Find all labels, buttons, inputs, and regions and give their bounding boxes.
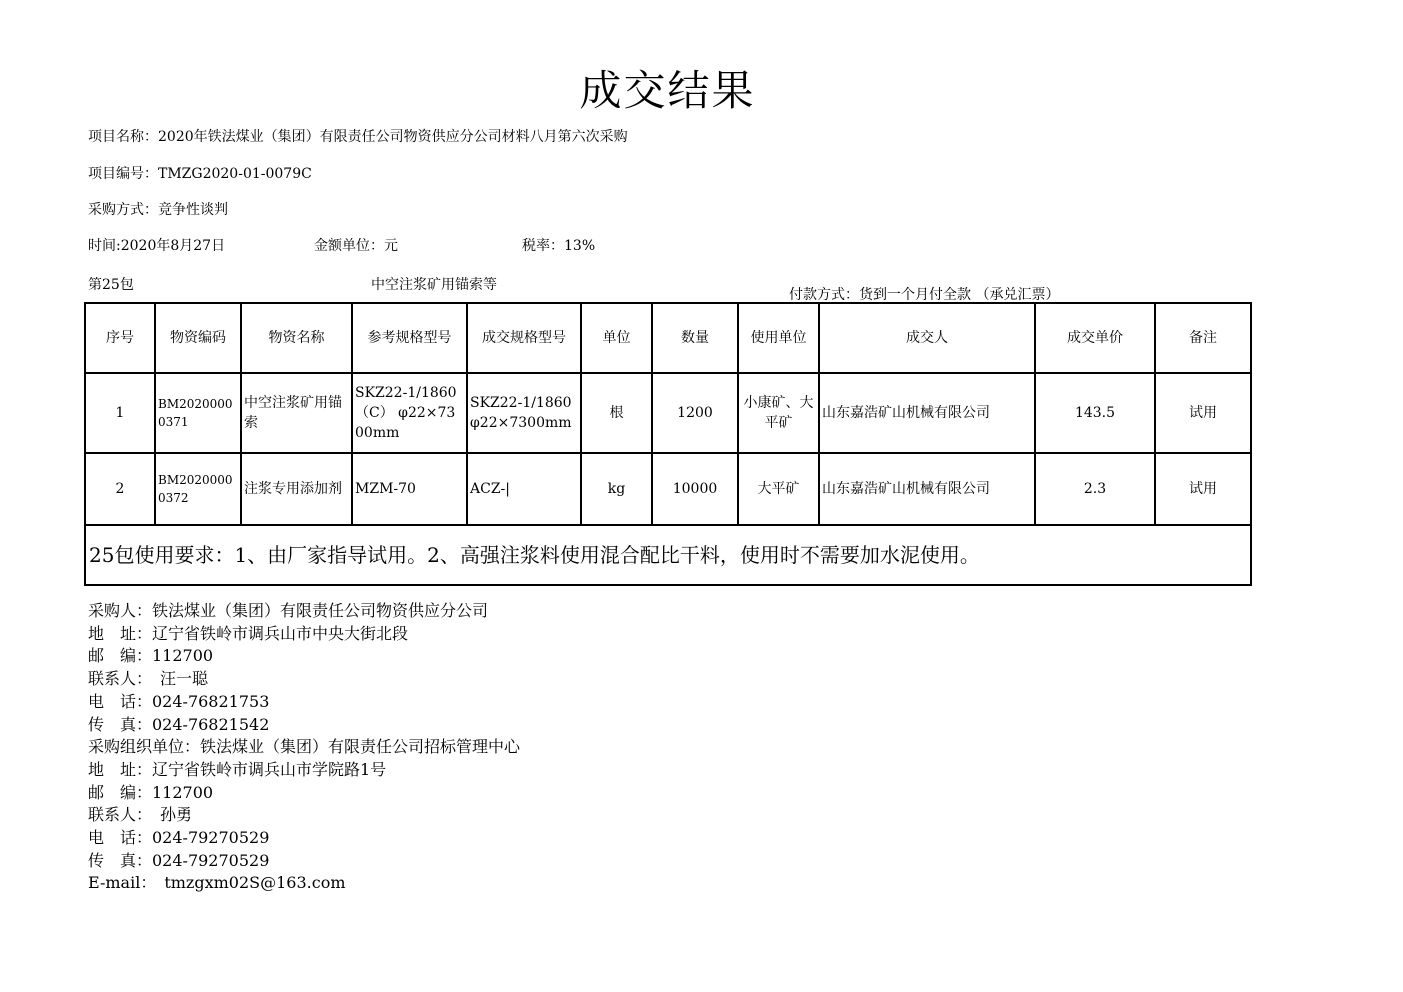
deal-spec: SKZ22-1/1860 φ22×7300mm	[467, 373, 581, 453]
user-unit: 大平矿	[738, 453, 819, 525]
remark: 试用	[1155, 453, 1251, 525]
unit: 根	[581, 373, 652, 453]
contact-block	[88, 600, 520, 895]
quantity: 1200	[652, 373, 738, 453]
project-number: 项目编号：TMZG2020-01-0079C	[88, 166, 312, 182]
result-table	[84, 302, 1252, 586]
purchase-method: 采购方式：竞争性谈判	[88, 202, 228, 218]
header-cell: 参考规格型号	[352, 303, 467, 373]
header-cell: 备注	[1155, 303, 1251, 373]
supplier: 山东嘉浩矿山机械有限公司	[819, 453, 1035, 525]
purchaser-phone: 电 话：024-76821753	[88, 691, 270, 711]
quantity: 10000	[652, 453, 738, 525]
table-row	[85, 453, 1251, 525]
header-cell: 成交人	[819, 303, 1035, 373]
table-row	[85, 373, 1251, 453]
payment-terms: 付款方式：货到一个月付全款 （承兑汇票）	[789, 287, 1060, 303]
supplier: 山东嘉浩矿山机械有限公司	[819, 373, 1035, 453]
row-number: 1	[85, 373, 155, 453]
user-unit: 小康矿、大平矿	[738, 373, 819, 453]
organizer-email: E-mail： tmzgxm02S@163.com	[88, 873, 346, 893]
header-cell: 物资编码	[155, 303, 241, 373]
organizer-postcode: 邮 编：112700	[88, 782, 214, 802]
material-code: BM20200000371	[155, 373, 241, 453]
deal-spec: ACZ-|	[467, 453, 581, 525]
purchaser-postcode: 邮 编：112700	[88, 646, 214, 666]
remark: 试用	[1155, 373, 1251, 453]
header-cell: 使用单位	[738, 303, 819, 373]
purchaser-fax: 传 真：024-76821542	[88, 714, 270, 734]
material-name: 注浆专用添加剂	[241, 453, 352, 525]
unit-price: 2.3	[1035, 453, 1155, 525]
page-title: 成交结果	[579, 66, 756, 115]
organizer-fax: 传 真：024-79270529	[88, 850, 270, 870]
package-number: 第25包	[88, 277, 134, 293]
organizer-contact: 联系人： 孙勇	[88, 805, 193, 825]
header-cell: 数量	[652, 303, 738, 373]
unit: kg	[581, 453, 652, 525]
organizer-address: 地 址：辽宁省铁岭市调兵山市学院路1号	[88, 759, 387, 779]
purchaser-address: 地 址：辽宁省铁岭市调兵山市中央大街北段	[88, 623, 409, 643]
row-number: 2	[85, 453, 155, 525]
material-code: BM20200000372	[155, 453, 241, 525]
project-name: 项目名称：2020年铁法煤业（集团）有限责任公司物资供应分公司材料八月第六次采购	[88, 129, 628, 145]
purchaser-contact: 联系人： 汪一聪	[88, 669, 209, 689]
date: 时间:2020年8月27日	[88, 238, 226, 254]
tax-rate: 税率：13%	[522, 238, 596, 254]
package-name: 中空注浆矿用锚索等	[371, 277, 497, 293]
currency-unit: 金额单位：元	[314, 238, 398, 254]
purchaser: 采购人：铁法煤业（集团）有限责任公司物资供应分公司	[88, 601, 489, 620]
table-header-row	[85, 303, 1251, 373]
reference-spec: SKZ22-1/1860（C） φ22×7300mm	[352, 373, 467, 453]
header-cell: 单位	[581, 303, 652, 373]
header-cell: 序号	[85, 303, 155, 373]
unit-price: 143.5	[1035, 373, 1155, 453]
organizer: 采购组织单位：铁法煤业（集团）有限责任公司招标管理中心	[88, 737, 521, 757]
material-name: 中空注浆矿用锚索	[241, 373, 352, 453]
header-cell: 成交规格型号	[467, 303, 581, 373]
header-cell: 成交单价	[1035, 303, 1155, 373]
note-row	[85, 525, 1251, 585]
header-cell: 物资名称	[241, 303, 352, 373]
organizer-phone: 电 话：024-79270529	[88, 828, 270, 848]
usage-requirements: 25包使用要求：1、由厂家指导试用。2、高强注浆料使用混合配比干料，使用时不需要加水泥使用。	[85, 525, 1251, 585]
reference-spec: MZM-70	[352, 453, 467, 525]
